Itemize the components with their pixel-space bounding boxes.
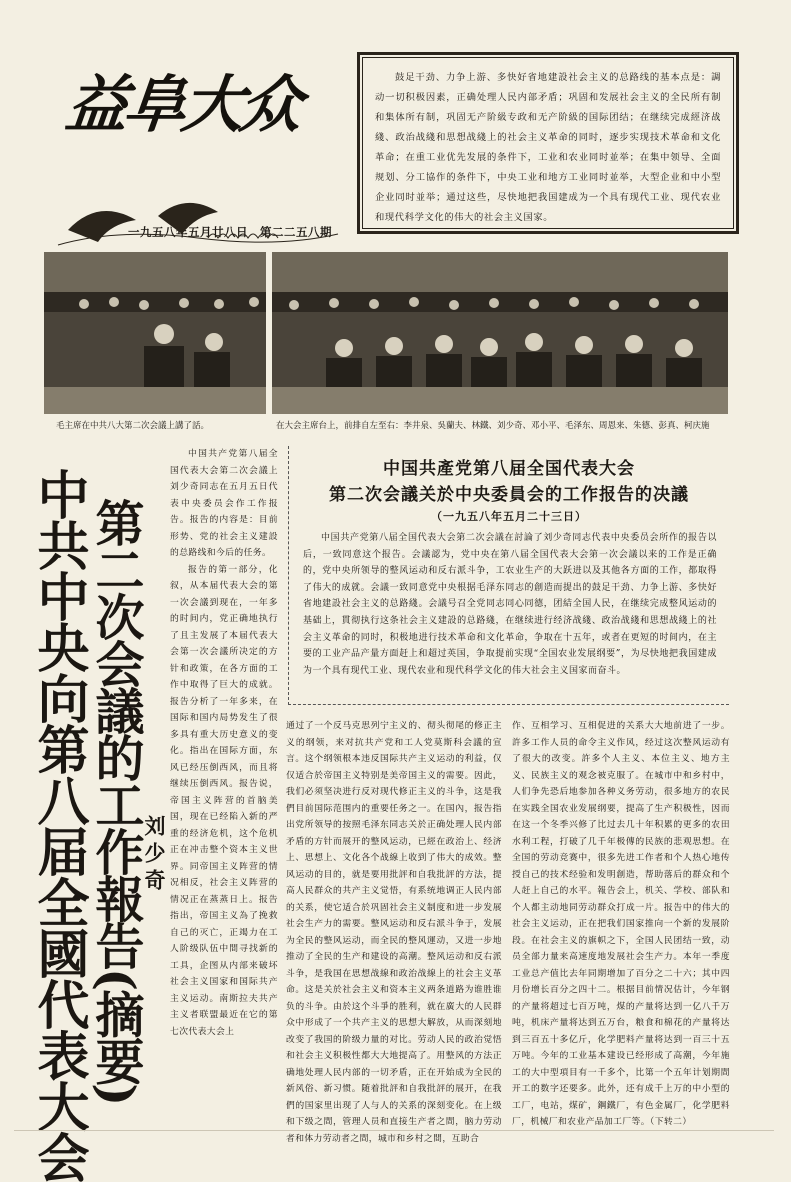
article-paragraph: 报告的第一部分，化叙，从本届代表大会的第一次会議到现在，一年多的时间内，党正确地执行了且主发展了本届代表大会第一次会議所决定的方针和政策，在各方面的工作中取得了巨大的成就。报告分析了一年多来，在国际和国内局势发生了很多具有重大历史意义的变化。指出在国际方面，东风已经压倒西风，而且将继续压倒西风。报告说，帝国主义阵营的首脑美国，现在已经陷入新的严重的经济危机，这个危机正在冲击整个资本主义世界。同帝国主义阵营的情况相反，社会主义阵营的情况正在蒸蒸日上。报告指出，帝国主义為了挽救自己的灭亡，正竭力在工人阶级队伍中間寻找新的工具，企图从内部来破坏社会主义国家和国际共产主义运动。南斯拉夫共产主义者联盟最近在它的第七次代表大会上 xyxy=(170,564,278,1037)
slogan-box xyxy=(357,52,739,234)
article-column-2 xyxy=(286,718,502,1144)
headline-main: 中共中央向第八届全國代表大会 xyxy=(28,468,89,1182)
article-intro: 中国共产党第八届全国代表大会第二次会議上刘少奇同志在五月五日代表中央委员会作工作报告。报告的内容是：目前形势、党的社会主义建設的总路线和今后的任务。 xyxy=(170,449,278,558)
swallows-icon xyxy=(58,190,338,248)
photo-caption-left: 毛主席在中共八大第二次会議上講了話。 xyxy=(56,421,210,431)
resolution-title-line1: 中国共產党第八届全国代表大会 xyxy=(383,459,635,479)
resolution-date: （一九五八年五月二十三日） xyxy=(431,510,587,523)
resolution-box xyxy=(288,446,729,705)
issue-number: 第二二五八期 xyxy=(260,225,332,239)
photo-image xyxy=(44,252,728,414)
headline-sub: 第二次会議的工作報告(摘要) xyxy=(88,498,146,1105)
article-paragraph: 作、互相学习、互相促进的关系大大地前进了一步。許多工作人员的命令主义作风，经过这次整风运动有了很大的改变。許多个人主义、本位主义、地方主义、民族主义的观念被克服了。在城市中和乡村中，人们争先恐后地参加各种义务劳动，很多地方的农民在实践全国农业发展纲要，提高了生产积极性，因而在这一个冬季兴修了比过去几十年积累的更多的农田水利工程，打破了几千年极傳的民族的悲观思想。在全国的劳动竞赛中，很多先进工作者和个人热心地传授自己的技术经验和发明創造，帮助落后的群众和个人赶上自己的水平。報告会上，机关、学校、部队和个人都主动地同劳动群众打成一片。报告中的伟大的社会主义运动，正在把我们国家推向一个新的发展阶段。在社会主义的旗帜之下，全国人民团结一致，动员全部力量来高速度地发展社会生产力。本年一季度工业总产值比去年同期增加了百分之二十六；其中四月份增长百分之四十二。根据目前情况估计，今年钢的产量将超过七百万吨，煤的产量将达到一亿八千万吨，机床产量将达到五万台，粮食和棉花的产量将达到三百五十多亿斤，化学肥料产量将达到一百三十五万吨。今年的工业基本建设已经形成了高潮，今年施工的大中型項目有一千多个，比第一个五年计划期間开工的数字还要多。此外，还有成千上万的中小型的工厂，电站，煤矿，鋼鐵厂，有色金属厂，化学肥料厂，机械厂和农业产品加工厂等。（下转二） xyxy=(512,721,730,1127)
slogan-text: 鼓足干劲、力争上游、多快好省地建設社会主义的总路线的基本点是：調动一切积极因素，正确处理人民内部矛盾；巩固和发展社会主义的全民所有制和集体所有制，巩固无产阶級专政和无产阶級的国际团结；在继续完成經济战綫、政治战綫和思想战綫上的社会主义革命的同时，逐步实现技术革命和文化革命；在重工业优先发展的条件下，工业和农业同时並举；在集中领导、全面规划、分工協作的条件下，中央工业和地方工业同时並举，大型企业和中小型企业同时並举；通过这些，尽快地把我国建成为一个具有现代工业、现代农业和现代科学文化的伟大的社会主义国家。 xyxy=(362,57,734,229)
resolution-title-line2: 第二次会議关於中央委員会的工作报告的决議 xyxy=(329,485,689,505)
article-column-3 xyxy=(512,718,730,1128)
headline-author: 刘少奇 xyxy=(142,815,167,896)
article-paragraph: 通过了一个反马克思列宁主义的、彻头彻尾的修正主义的纲领，来对抗共产党和工人党莫斯科会議的宣言。这个纲领根本违反国际共产主义运动的利益，仅仅适合於帝国主义特别是美帝国主义的需要。因此，我们必须坚决进行反对现代修正主义的斗争，这是我們目前国际范围内的重要任务之一。在国內，报告指出党所领导的按照毛泽东同志关於正确处理人民内部矛盾的方针而展开的整风运动，已經在政治上、经济上、思想上、文化各个战線上收到了伟大的成效。整风运动的目的，就是要用批評和自我批評的方法，提高人民群众的共产主义觉悟，有系统地调正人民内部的关系，使它适合於巩固社会主义制度和进一步发展社会生产力的需要。整风运动和反右派斗争于，发展为全民的整风运动，而全民的整风運动，又进一步地推动了全民的生产和建设的高潮。整风运动和反右派斗争，是我国在思想战線和政治战線上的社会主义革命。这是关於社会主义和资本主义两条道路为谁胜谁负的斗争。由於这个斗爭的胜利，就在廣大的人民群众中形成了一个共产主义的思想大解放，从而深刻地改变了我国的阶级力量的对比。劳动人民的政治觉悟和社会主义积极性都大大地提高了。用整风的方法正确地处理人民内部的一切矛盾，正在开始成为全民的新风俗、新习惯。随着批評和自我批評的展开，在我們的国家里出现了人与人的关系的深刻变化。在上级和下级之間，管理人员和直接生产者之間，脑力劳动者和体力劳动者之間，城市和乡村之間，互助合 xyxy=(286,721,502,1144)
resolution-body: 中国共产党第八届全国代表大会第二次会議在討論了刘少奇同志代表中央委员会所作的报告以后，一致同意这个报告。会議認为，党中央在第八届全国代表大会第一次会議以来的工作是正确的，党中央所领导的整风运动和反右派斗争，工农业生产的大跃进以及其他各方面的工作，都取得了伟大的成就。会議一致同意党中央根据毛泽东同志的創造而提出的鼓足干劲、力争上游、多快好省地建設社会主义的总路綫。会議号召全党同志同心同德，团結全国人民，在继续完成整风运动的基础上，貫彻执行这条社会主义建設的总路綫，在继续进行经济战綫、政治战綫和思想战綫上的社会主义革命的同时，积极地进行技术革命和文化革命，争取在十五年，或者在更短的时间内，在主要的工业产品产量方面赶上和超过英国，争取提前实现“全国农业发展纲要”，为尽快地把我国建成为一个具有现代工业、现代农业和现代科学文化的伟大社会主义国家而奋斗。 xyxy=(303,533,717,676)
newspaper-title: 益阜大众 xyxy=(62,68,302,141)
article-column-1 xyxy=(170,446,278,1130)
issue-date: 一九五八年五月廿八日 xyxy=(128,225,248,239)
meeting-photograph xyxy=(44,252,728,414)
photo-caption-right: 在大会主席台上，前排自左至右：李井泉、吳蘭夫、林鐵、刘少奇、邓小平、毛泽东、周恩来、朱德、彭真、柯庆施 xyxy=(276,421,710,431)
page-bottom-rule xyxy=(14,1130,774,1131)
